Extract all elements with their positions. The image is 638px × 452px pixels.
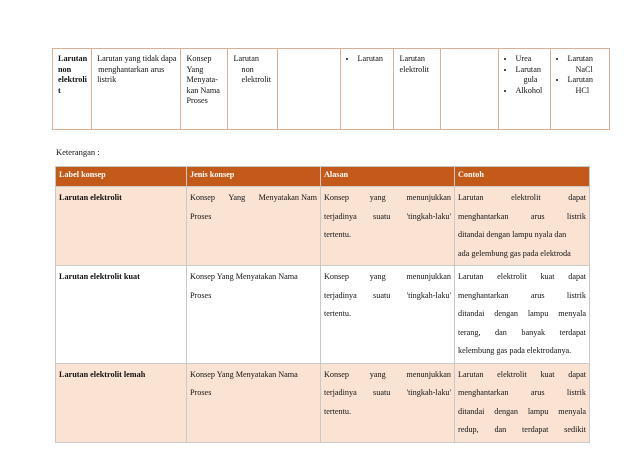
word: ditandai xyxy=(458,406,485,416)
text-line xyxy=(190,366,317,385)
reason-cell xyxy=(321,187,455,266)
example-cell xyxy=(551,49,610,130)
word: sedikit xyxy=(564,425,586,434)
text-line: gula xyxy=(523,75,538,84)
word: menghantarkan xyxy=(458,290,509,300)
word: elektrolit xyxy=(511,193,541,202)
list-item: • Larutan xyxy=(357,54,389,65)
word: Konsep xyxy=(324,193,350,202)
text-line: non xyxy=(58,64,72,74)
text-line xyxy=(458,366,586,385)
word: suatu xyxy=(373,290,391,300)
table-row xyxy=(56,266,590,364)
word: dan xyxy=(495,327,507,337)
text-line xyxy=(458,226,586,245)
word: listrik xyxy=(566,290,586,300)
word: yang xyxy=(369,272,386,281)
word: menyala xyxy=(558,309,586,318)
list-item xyxy=(515,65,546,86)
word: elektrolit xyxy=(497,272,527,281)
word: menghantarkan xyxy=(458,388,509,397)
word: terjadinya xyxy=(324,388,357,397)
word: kuat xyxy=(540,272,555,281)
text-line: NaCl xyxy=(575,64,593,74)
word: banyak xyxy=(521,327,546,337)
text-line: Larutan xyxy=(567,54,593,63)
word: Larutan xyxy=(458,272,484,281)
header-alasan: Alasan xyxy=(321,167,455,187)
table-row xyxy=(56,363,590,442)
text-line xyxy=(458,403,586,422)
reason-text xyxy=(324,189,451,245)
example-cell xyxy=(455,266,590,364)
text-line xyxy=(324,384,451,403)
text-line xyxy=(190,287,317,306)
word: Proses xyxy=(190,290,212,300)
word: menunjukkan xyxy=(406,193,451,202)
concept-type-text xyxy=(190,268,317,305)
concept-label xyxy=(58,54,87,96)
header-label-konsep: Label konsep xyxy=(56,167,187,187)
word: Konsep Yang Menyatakan Nama xyxy=(190,369,298,379)
concept-type-text xyxy=(190,189,317,226)
example-text xyxy=(458,268,586,361)
word: terang, xyxy=(458,327,481,337)
word: menunjukkan xyxy=(406,272,451,281)
text-line xyxy=(324,268,451,287)
text-line: Proses xyxy=(186,96,208,105)
non-example-cell xyxy=(499,49,551,130)
word: lampu xyxy=(527,309,549,318)
list-item xyxy=(567,75,605,96)
word: dapat xyxy=(568,272,586,281)
word: terdapat xyxy=(559,327,586,337)
text-line xyxy=(458,208,586,227)
text-line: Larutan xyxy=(233,54,259,63)
word: lampu xyxy=(527,406,549,416)
text-line xyxy=(458,268,586,287)
superordinate-cell xyxy=(228,49,278,130)
concept-label-cell xyxy=(53,49,92,130)
word: 'tingkah-laku' xyxy=(406,211,451,221)
word: Konsep xyxy=(190,193,216,202)
empty-cell xyxy=(441,49,499,130)
text-line: HCl xyxy=(575,85,590,95)
text-line xyxy=(324,287,451,306)
bullet-list xyxy=(346,54,389,65)
concept-type-cell xyxy=(181,49,228,130)
text-line: Urea xyxy=(515,54,532,63)
word: suatu xyxy=(373,388,391,397)
word: arus xyxy=(530,211,545,221)
text-line: elektrolit xyxy=(241,75,272,84)
text-line xyxy=(458,342,586,361)
concept-type-cell xyxy=(187,363,321,442)
table-row xyxy=(53,49,610,130)
text-line xyxy=(458,287,586,306)
text-line xyxy=(324,189,451,208)
text-line xyxy=(190,189,317,208)
header-jenis-konsep: Jenis konsep xyxy=(187,167,321,187)
word: ditandai xyxy=(458,309,485,318)
empty-cell xyxy=(278,49,341,130)
text-line xyxy=(190,384,317,403)
table-row xyxy=(56,187,590,266)
text-line: Larutan xyxy=(515,64,541,74)
list-item xyxy=(515,86,546,97)
reason-text xyxy=(324,366,451,422)
word: Menyatakan Nam xyxy=(258,193,317,202)
word: menunjukkan xyxy=(406,369,451,379)
concept-analysis-table xyxy=(52,48,610,130)
word: terjadinya xyxy=(324,290,357,300)
text-line xyxy=(458,421,586,440)
bullet-list xyxy=(504,54,546,96)
example-text xyxy=(458,366,586,440)
word: yang xyxy=(369,193,386,202)
word: Larutan xyxy=(458,193,484,202)
text-line: Larutan yang tidak dapa xyxy=(97,54,177,63)
word: kelembung gas pada elektrodanya. xyxy=(458,346,572,355)
legend-table xyxy=(55,166,590,443)
word: Konsep Yang Menyatakan Nama xyxy=(190,272,298,281)
example-text xyxy=(458,189,586,263)
word: ada gelembung gas pada elektroda xyxy=(458,248,571,258)
text-line xyxy=(324,208,451,227)
text-line xyxy=(458,305,586,324)
word: dengan xyxy=(494,406,518,416)
text-line: kan Nama xyxy=(186,85,220,95)
word: terjadinya xyxy=(324,211,357,221)
text-line: Larutan xyxy=(567,75,593,84)
list-item xyxy=(567,54,605,75)
word: tertentu. xyxy=(324,309,352,318)
coordinate-cell xyxy=(341,49,394,130)
word: dengan xyxy=(494,309,518,318)
word: dan xyxy=(494,425,507,434)
concept-type-cell xyxy=(187,266,321,364)
subordinate-cell xyxy=(394,49,441,130)
text-line xyxy=(324,226,451,245)
word: terdapat xyxy=(522,425,549,434)
concept-label-cell: Larutan elektrolit lemah xyxy=(56,363,187,442)
text-line xyxy=(324,366,451,385)
definition-cell xyxy=(92,49,181,130)
text-line: Alkohol xyxy=(515,85,543,95)
word: menyala xyxy=(558,406,586,416)
text-line: t xyxy=(58,85,61,95)
word: tertentu. xyxy=(324,230,352,239)
reason-text xyxy=(324,268,451,324)
text-line: listrik xyxy=(97,75,117,84)
word: ditandai dengan lampu nyala dan xyxy=(458,230,567,239)
word: listrik xyxy=(566,211,586,221)
word: arus xyxy=(530,290,545,300)
text-line: Larutan xyxy=(399,54,425,63)
text-line xyxy=(190,208,317,227)
text-line xyxy=(190,268,317,287)
word: dapat xyxy=(568,193,586,202)
word: Proses xyxy=(190,211,212,221)
bullet-list xyxy=(556,54,605,96)
word: Konsep xyxy=(324,272,350,281)
word: suatu xyxy=(373,211,391,221)
reason-cell xyxy=(321,266,455,364)
concept-label-cell: Larutan elektrolit kuat xyxy=(56,266,187,364)
text-line xyxy=(458,384,586,403)
word: arus xyxy=(530,388,545,397)
concept-type-text xyxy=(190,366,317,403)
text-line xyxy=(324,403,451,422)
text-line xyxy=(458,189,586,208)
reason-cell xyxy=(321,363,455,442)
word: elektrolit xyxy=(497,369,527,379)
list-item xyxy=(515,54,546,65)
text-line: non xyxy=(241,64,254,74)
text-line: Konsep xyxy=(186,54,212,63)
word: Konsep xyxy=(324,369,350,379)
word: tertentu. xyxy=(324,406,352,416)
word: listrik xyxy=(566,388,586,397)
word: 'tingkah-laku' xyxy=(406,290,451,300)
word: Yang xyxy=(228,193,246,202)
word: kuat xyxy=(540,369,555,379)
text-line: Yang xyxy=(186,64,204,74)
word: dapat xyxy=(568,369,586,379)
example-cell xyxy=(455,363,590,442)
concept-type-cell xyxy=(187,187,321,266)
word: menghantarkan xyxy=(458,211,509,221)
text-line: Larutan xyxy=(58,54,88,63)
concept-label-cell: Larutan elektrolit xyxy=(56,187,187,266)
header-row xyxy=(56,167,590,187)
header-contoh: Contoh xyxy=(455,167,590,187)
text-line xyxy=(324,305,451,324)
word: yang xyxy=(369,369,386,379)
text-line xyxy=(458,324,586,343)
text-line: elektroli xyxy=(58,75,87,84)
text-line xyxy=(458,245,586,264)
word: redup, xyxy=(458,425,479,434)
text-line: elektrolit xyxy=(399,64,430,74)
example-cell xyxy=(455,187,590,266)
legend-heading: Keterangan : xyxy=(56,147,100,157)
word: 'tingkah-laku' xyxy=(406,388,451,397)
text-line: menghantarkan arus xyxy=(98,64,165,74)
text-line: Menyata- xyxy=(186,75,218,84)
word: Larutan xyxy=(458,369,484,379)
word: Proses xyxy=(190,388,212,397)
